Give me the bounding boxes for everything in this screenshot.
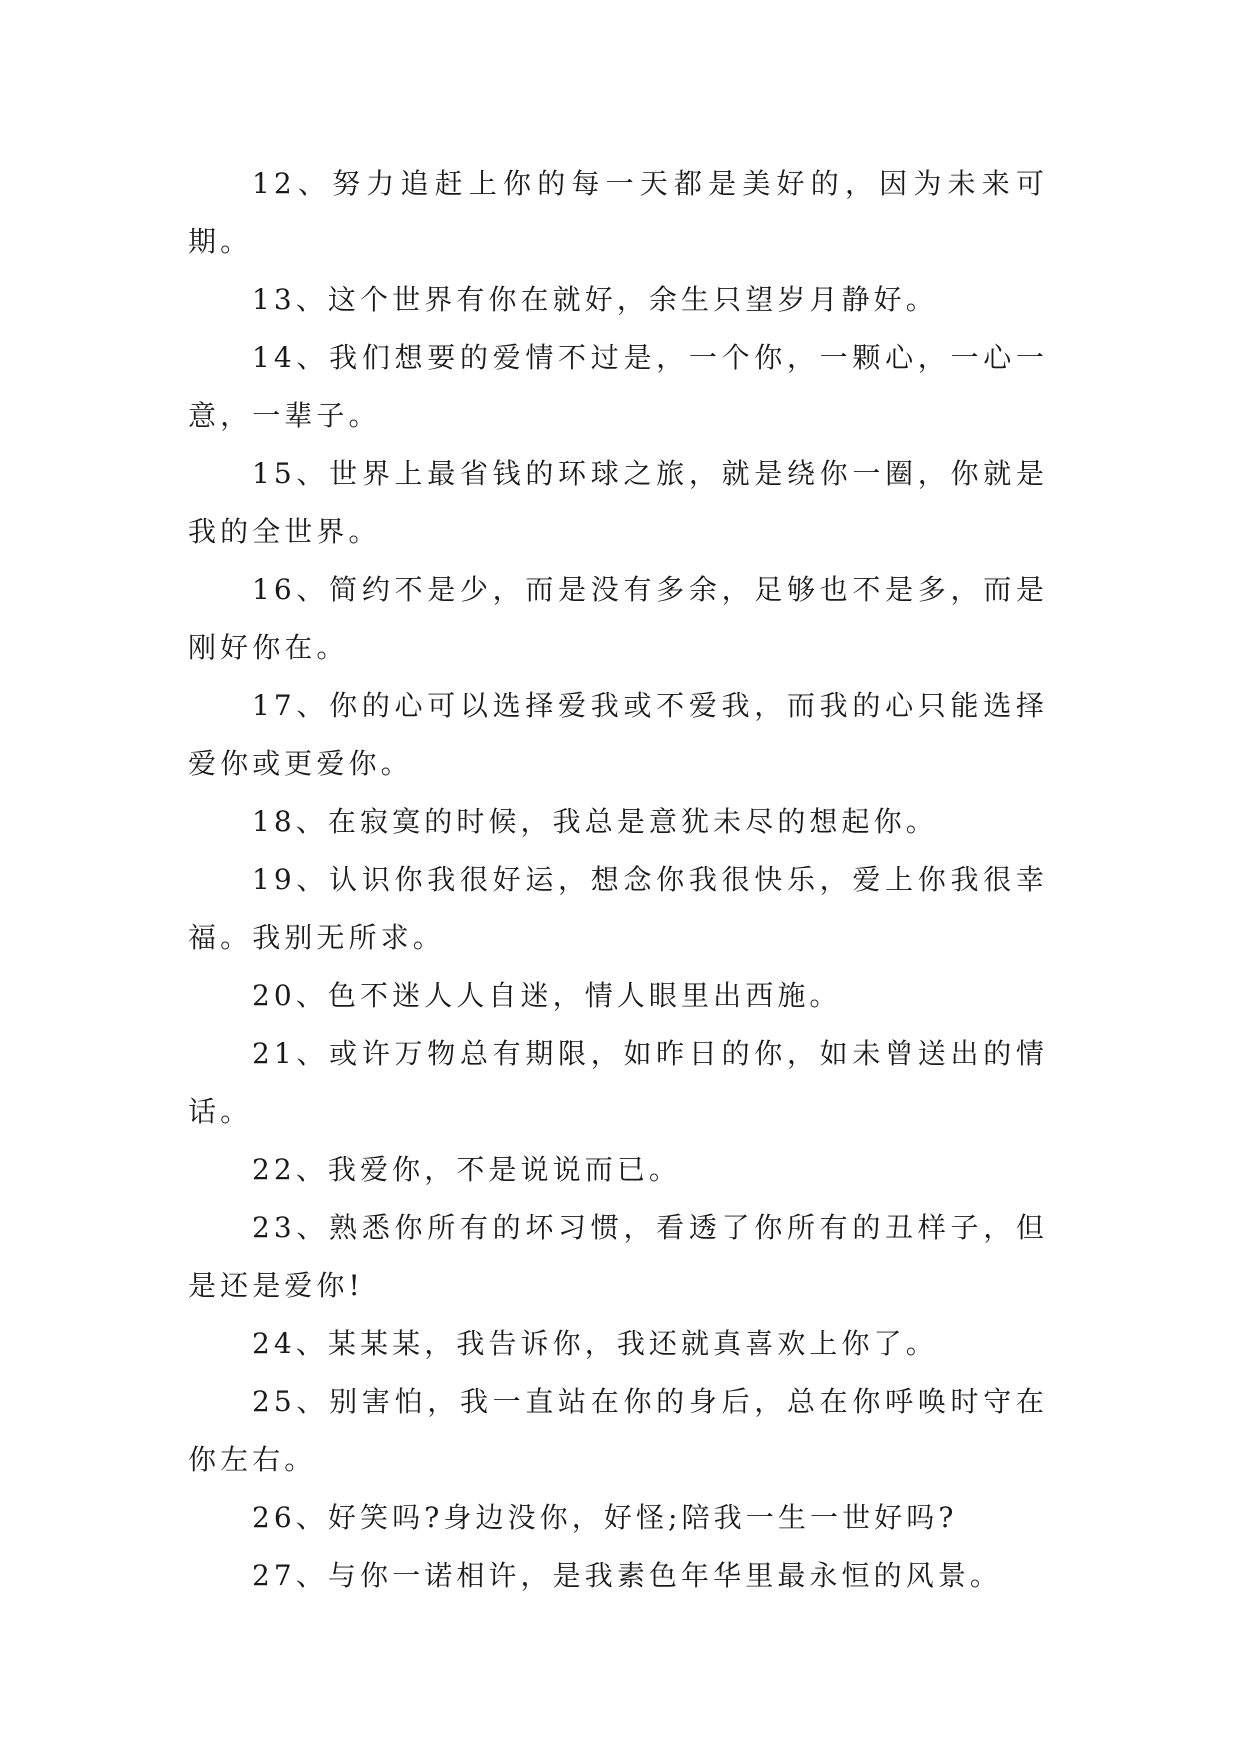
paragraph-27: 27、与你一诺相许，是我素色年华里最永恒的风景。 <box>252 1559 1003 1592</box>
paragraph-22: 22、我爱你，不是说说而已。 <box>252 1153 682 1186</box>
paragraph-23: 23、熟悉你所有的坏习惯，看透了你所有的丑样子，但是还是爱你! <box>188 1211 1048 1302</box>
document-body <box>188 155 1048 1605</box>
paragraph-25: 25、别害怕，我一直站在你的身后，总在你呼唤时守在你左右。 <box>188 1385 1048 1476</box>
paragraph-14: 14、我们想要的爱情不过是，一个你，一颗心，一心一意，一辈子。 <box>188 341 1048 432</box>
paragraph-24: 24、某某某，我告诉你，我还就真喜欢上你了。 <box>252 1327 938 1360</box>
paragraph-19: 19、认识你我很好运，想念你我很快乐，爱上你我很幸福。我别无所求。 <box>188 863 1048 954</box>
paragraph-17: 17、你的心可以选择爱我或不爱我，而我的心只能选择爱你或更爱你。 <box>188 689 1048 780</box>
paragraph-12: 12、努力追赶上你的每一天都是美好的，因为未来可期。 <box>188 167 1048 258</box>
paragraph-20: 20、色不迷人人自迷，情人眼里出西施。 <box>252 979 842 1012</box>
paragraph-13: 13、这个世界有你在就好，余生只望岁月静好。 <box>252 283 938 316</box>
paragraph-15: 15、世界上最省钱的环球之旅，就是绕你一圈，你就是我的全世界。 <box>188 457 1048 548</box>
paragraph-16: 16、简约不是少，而是没有多余，足够也不是多，而是刚好你在。 <box>188 573 1048 664</box>
paragraph-26: 26、好笑吗?身边没你，好怪;陪我一生一世好吗? <box>252 1501 958 1534</box>
paragraph-21: 21、或许万物总有期限，如昨日的你，如未曾送出的情话。 <box>188 1037 1048 1128</box>
paragraph-18: 18、在寂寞的时候，我总是意犹未尽的想起你。 <box>252 805 938 838</box>
